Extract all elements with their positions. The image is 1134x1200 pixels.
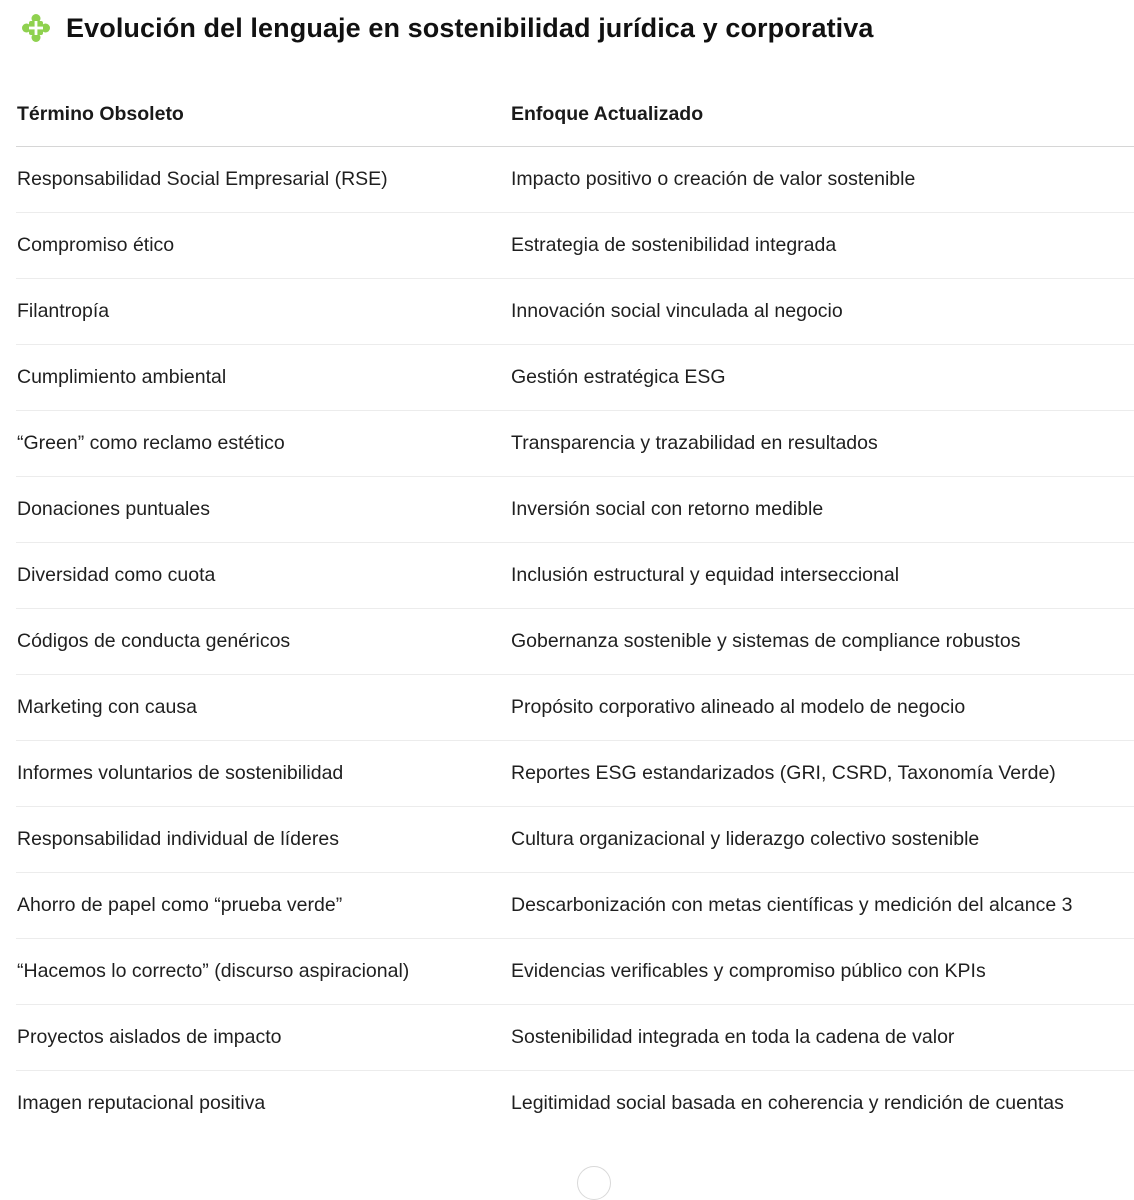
page-header — [20, 10, 874, 46]
table-row — [16, 675, 1134, 741]
updated-approach-cell: Sostenibilidad integrada en toda la cadena de valor — [510, 1005, 1134, 1071]
updated-approach-cell: Legitimidad social basada en coherencia y rendición de cuentas — [511, 1092, 1064, 1114]
table-row — [16, 1005, 1134, 1071]
page-title: Evolución del lenguaje en sostenibilidad jurídica y corporativa — [66, 12, 874, 43]
table-header-row — [16, 82, 1134, 147]
obsolete-term-cell: Diversidad como cuota — [16, 543, 510, 609]
table-row — [16, 411, 1134, 477]
obsolete-term-cell: Responsabilidad Social Empresarial (RSE) — [16, 147, 510, 213]
obsolete-term-cell: “Hacemos lo correcto” (discurso aspiracional) — [16, 939, 510, 1005]
updated-approach-cell: Reportes ESG estandarizados (GRI, CSRD, Taxonomía Verde) — [510, 741, 1134, 807]
scroll-down-button[interactable] — [577, 1166, 611, 1200]
column-header-obsolete: Término Obsoleto — [16, 82, 510, 147]
updated-approach-cell: Transparencia y trazabilidad en resultados — [510, 411, 1134, 477]
terms-table — [16, 82, 1134, 1136]
updated-approach-cell: Propósito corporativo alineado al modelo de negocio — [510, 675, 1134, 741]
table-row — [16, 147, 1134, 213]
updated-approach-cell: Evidencias verificables y compromiso público con KPIs — [510, 939, 1134, 1005]
table-row — [16, 477, 1134, 543]
table-row — [16, 213, 1134, 279]
table-row — [16, 279, 1134, 345]
obsolete-term-cell: Proyectos aislados de impacto — [16, 1005, 510, 1071]
table-row — [16, 543, 1134, 609]
table-row — [16, 741, 1134, 807]
obsolete-term-cell: Imagen reputacional positiva — [17, 1092, 266, 1114]
obsolete-term-cell: “Green” como reclamo estético — [16, 411, 510, 477]
table-row — [16, 609, 1134, 675]
updated-approach-cell: Estrategia de sostenibilidad integrada — [510, 213, 1134, 279]
obsolete-term-cell: Filantropía — [16, 279, 510, 345]
obsolete-term-cell: Códigos de conducta genéricos — [16, 609, 510, 675]
obsolete-term-cell: Donaciones puntuales — [16, 477, 510, 543]
updated-approach-cell: Inversión social con retorno medible — [510, 477, 1134, 543]
obsolete-term-cell: Responsabilidad individual de líderes — [16, 807, 510, 873]
table-row — [16, 873, 1134, 939]
updated-approach-cell: Descarbonización con metas científicas y medición del alcance 3 — [510, 873, 1134, 939]
table-row — [16, 1071, 1134, 1137]
obsolete-term-cell: Marketing con causa — [16, 675, 510, 741]
table-row — [16, 345, 1134, 411]
updated-approach-cell: Gestión estratégica ESG — [510, 345, 1134, 411]
obsolete-term-cell: Compromiso ético — [16, 213, 510, 279]
table-row — [16, 939, 1134, 1005]
updated-approach-cell: Innovación social vinculada al negocio — [510, 279, 1134, 345]
updated-approach-cell: Impacto positivo o creación de valor sostenible — [510, 147, 1134, 213]
updated-approach-cell: Cultura organizacional y liderazgo colectivo sostenible — [510, 807, 1134, 873]
updated-approach-cell: Inclusión estructural y equidad interseccional — [510, 543, 1134, 609]
updated-approach-cell: Gobernanza sostenible y sistemas de compliance robustos — [510, 609, 1134, 675]
obsolete-term-cell: Informes voluntarios de sostenibilidad — [16, 741, 510, 807]
puzzle-piece-icon — [20, 12, 52, 44]
obsolete-term-cell: Ahorro de papel como “prueba verde” — [16, 873, 510, 939]
column-header-updated: Enfoque Actualizado — [510, 82, 1134, 147]
table-row — [16, 807, 1134, 873]
obsolete-term-cell: Cumplimiento ambiental — [16, 345, 510, 411]
